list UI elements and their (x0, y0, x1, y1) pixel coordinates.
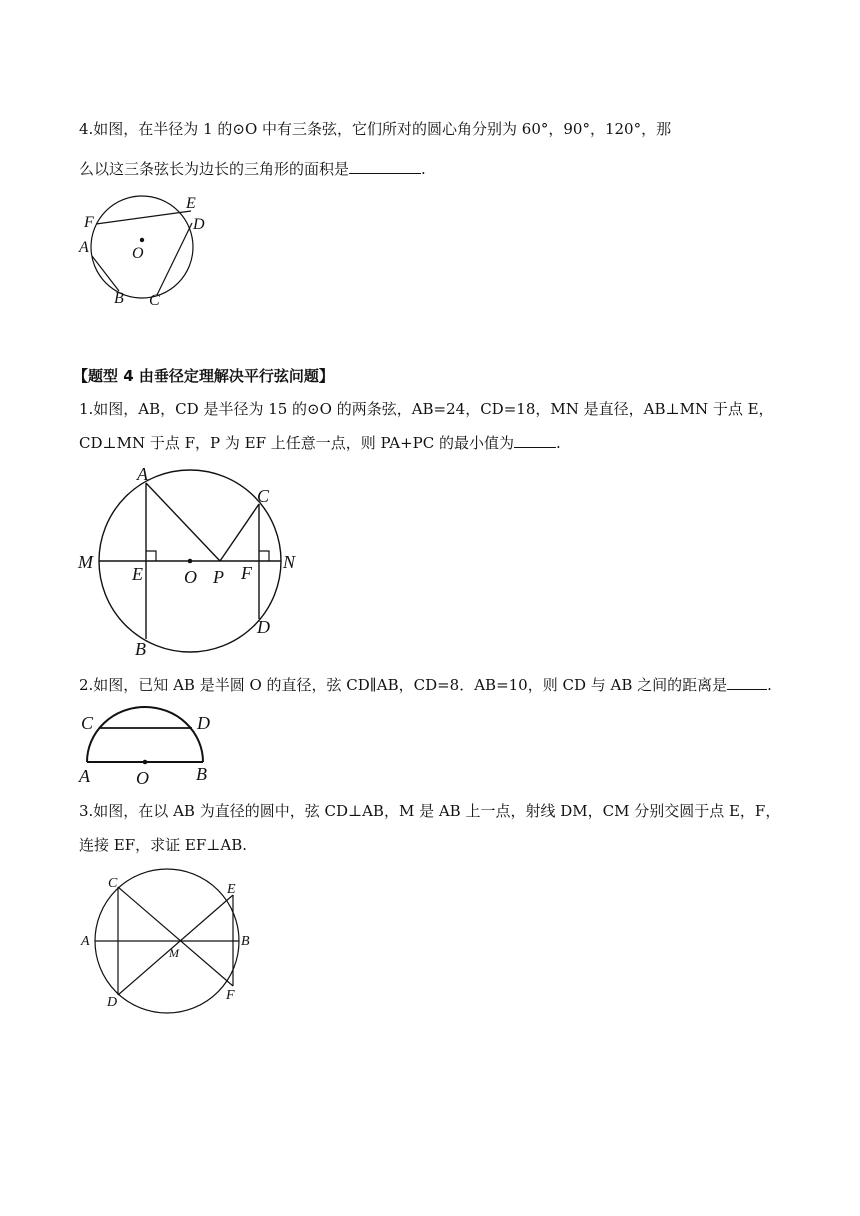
q4-line2 (79, 158, 779, 180)
label-F: F (241, 563, 252, 583)
label-O: O (132, 245, 144, 262)
answer-blank (349, 159, 421, 174)
q3-figure (75, 866, 265, 1016)
q2-line1 (79, 674, 779, 696)
label-P: P (213, 567, 224, 587)
q1-line1: 1.如图，AB，CD 是半径为 15 的⊙O 的两条弦，AB=24，CD=18，MN 是直径，AB⊥MN 于点 E， (79, 400, 774, 418)
q1-line2-end: . (556, 434, 561, 452)
label-C: C (108, 876, 118, 891)
q2-line1-end: . (767, 676, 772, 694)
label-D: D (257, 617, 270, 637)
q1-line2-text: CD⊥MN 于点 F，P 为 EF 上任意一点，则 PA+PC 的最小值为 (79, 434, 515, 452)
label-C: C (257, 486, 270, 506)
label-D: D (107, 995, 118, 1010)
label-M: M (169, 946, 179, 960)
label-D: D (197, 713, 210, 733)
label-M: M (78, 552, 93, 572)
label-F: F (226, 988, 235, 1003)
q2-line1-text: 2.如图，已知 AB 是半圆 O 的直径，弦 CD∥AB，CD=8．AB=10，则 CD 与 AB 之间的距离是 (79, 676, 728, 694)
q4-line2-text: 么以这三条弦长为边长的三角形的面积是 (79, 160, 350, 178)
label-C: C (81, 713, 94, 733)
label-B: B (135, 639, 146, 659)
answer-blank (727, 675, 767, 690)
label-D: D (193, 216, 205, 233)
q3-line1: 3.如图，在以 AB 为直径的圆中，弦 CD⊥AB，M 是 AB 上一点，射线 DM，CM 分别交圆于点 E，F， (79, 802, 781, 820)
label-O: O (136, 768, 149, 788)
label-A: A (81, 934, 90, 949)
label-N: N (283, 552, 296, 572)
label-E: E (132, 564, 143, 584)
q1-line2 (79, 432, 779, 454)
q4-line1: 4.如图，在半径为 1 的⊙O 中有三条弦，它们所对的圆心角分别为 60°，90°，120°，那 (79, 120, 672, 138)
label-F: F (84, 214, 94, 231)
label-E: E (186, 195, 196, 212)
q4-figure (75, 190, 215, 310)
q1-figure (75, 462, 315, 662)
q4-line2-end: . (421, 160, 426, 178)
label-B: B (241, 934, 250, 949)
q2-figure (75, 706, 225, 788)
label-A: A (79, 239, 89, 256)
label-A: A (137, 464, 148, 484)
label-E: E (227, 882, 236, 897)
label-B: B (196, 764, 207, 784)
label-B: B (114, 290, 124, 307)
answer-blank (514, 433, 556, 448)
label-O: O (184, 567, 197, 587)
label-C: C (149, 292, 160, 309)
q3-line2: 连接 EF，求证 EF⊥AB. (79, 836, 247, 854)
label-A: A (79, 766, 90, 786)
section-heading: 【题型 4 由垂径定理解决平行弦问题】 (73, 367, 334, 385)
